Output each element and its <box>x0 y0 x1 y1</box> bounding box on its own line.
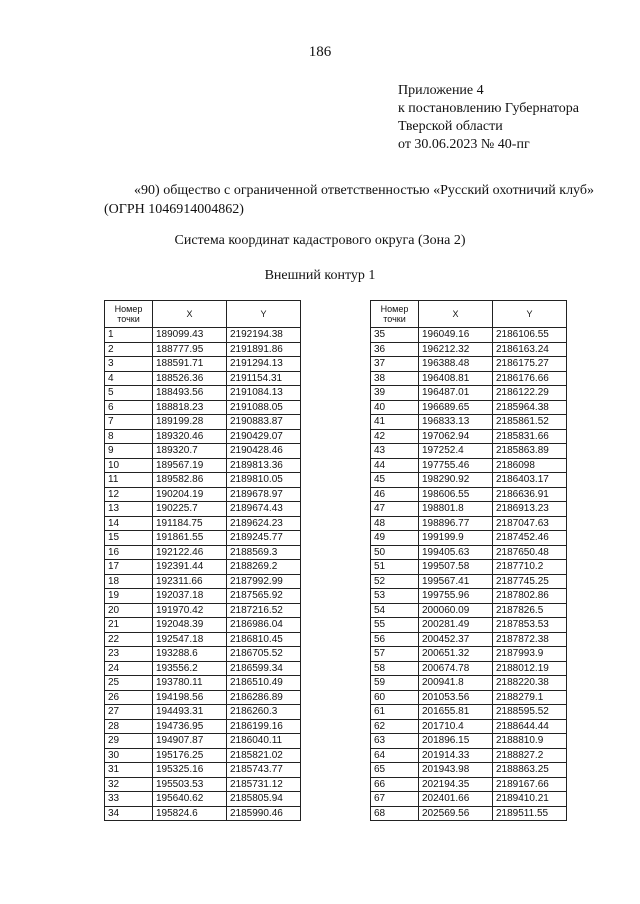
x-coordinate-cell: 197755.46 <box>419 458 493 473</box>
table-row <box>371 400 567 415</box>
table-row <box>371 502 567 517</box>
x-coordinate-cell: 195503.53 <box>153 777 227 792</box>
point-number-cell: 57 <box>371 647 419 662</box>
x-coordinate-cell: 188493.56 <box>153 386 227 401</box>
x-coordinate-cell: 188526.36 <box>153 371 227 386</box>
table-row <box>371 705 567 720</box>
x-coordinate-cell: 201053.56 <box>419 690 493 705</box>
table-row <box>105 560 301 575</box>
y-coordinate-cell: 2185805.94 <box>227 792 301 807</box>
y-coordinate-cell: 2187216.52 <box>227 603 301 618</box>
x-coordinate-cell: 200674.78 <box>419 661 493 676</box>
point-number-cell: 35 <box>371 328 419 343</box>
x-coordinate-cell: 198606.55 <box>419 487 493 502</box>
point-number-cell: 61 <box>371 705 419 720</box>
table-row <box>371 415 567 430</box>
point-number-cell: 54 <box>371 603 419 618</box>
y-coordinate-cell: 2187853.53 <box>493 618 567 633</box>
point-number-cell: 9 <box>105 444 153 459</box>
point-number-cell: 15 <box>105 531 153 546</box>
table-row <box>105 806 301 821</box>
table-row <box>105 777 301 792</box>
x-coordinate-cell: 199755.96 <box>419 589 493 604</box>
y-coordinate-cell: 2187650.48 <box>493 545 567 560</box>
point-number-cell: 26 <box>105 690 153 705</box>
x-coordinate-cell: 192048.39 <box>153 618 227 633</box>
point-number-cell: 51 <box>371 560 419 575</box>
point-number-cell: 4 <box>105 371 153 386</box>
table-row <box>371 589 567 604</box>
point-number-cell: 24 <box>105 661 153 676</box>
y-coordinate-cell: 2189410.21 <box>493 792 567 807</box>
point-number-cell: 14 <box>105 516 153 531</box>
table-row <box>371 734 567 749</box>
point-number-cell: 67 <box>371 792 419 807</box>
x-coordinate-cell: 199405.63 <box>419 545 493 560</box>
point-number-cell: 23 <box>105 647 153 662</box>
y-coordinate-cell: 2192194.38 <box>227 328 301 343</box>
point-number-cell: 25 <box>105 676 153 691</box>
table-row <box>105 792 301 807</box>
point-number-cell: 8 <box>105 429 153 444</box>
point-number-cell: 2 <box>105 342 153 357</box>
x-coordinate-cell: 194493.31 <box>153 705 227 720</box>
point-number-cell: 48 <box>371 516 419 531</box>
table-row <box>105 429 301 444</box>
point-number-cell: 12 <box>105 487 153 502</box>
y-coordinate-cell: 2186175.27 <box>493 357 567 372</box>
x-coordinate-cell: 200941.8 <box>419 676 493 691</box>
table-row <box>371 328 567 343</box>
y-coordinate-cell: 2188863.25 <box>493 763 567 778</box>
table-row <box>371 603 567 618</box>
point-number-cell: 17 <box>105 560 153 575</box>
point-number-cell: 34 <box>105 806 153 821</box>
y-coordinate-cell: 2187992.99 <box>227 574 301 589</box>
y-coordinate-cell: 2186986.04 <box>227 618 301 633</box>
x-coordinate-cell: 201896.15 <box>419 734 493 749</box>
y-coordinate-cell: 2189167.66 <box>493 777 567 792</box>
x-coordinate-cell: 200651.32 <box>419 647 493 662</box>
y-coordinate-cell: 2188569.3 <box>227 545 301 560</box>
table-header-row <box>105 301 301 328</box>
point-number-cell: 22 <box>105 632 153 647</box>
header-y: Y <box>227 301 301 328</box>
x-coordinate-cell: 198896.77 <box>419 516 493 531</box>
table-row <box>371 661 567 676</box>
y-coordinate-cell: 2186122.29 <box>493 386 567 401</box>
y-coordinate-cell: 2187047.63 <box>493 516 567 531</box>
table-row <box>371 371 567 386</box>
table-row <box>371 777 567 792</box>
y-coordinate-cell: 2188810.9 <box>493 734 567 749</box>
y-coordinate-cell: 2187565.92 <box>227 589 301 604</box>
table-row <box>105 574 301 589</box>
point-number-cell: 42 <box>371 429 419 444</box>
point-number-cell: 6 <box>105 400 153 415</box>
table-row <box>371 531 567 546</box>
point-number-cell: 64 <box>371 748 419 763</box>
x-coordinate-cell: 202194.35 <box>419 777 493 792</box>
point-number-cell: 56 <box>371 632 419 647</box>
y-coordinate-cell: 2185731.12 <box>227 777 301 792</box>
table-row <box>371 690 567 705</box>
point-number-cell: 60 <box>371 690 419 705</box>
appendix-header <box>398 82 579 154</box>
x-coordinate-cell: 194907.87 <box>153 734 227 749</box>
y-coordinate-cell: 2188269.2 <box>227 560 301 575</box>
appendix-line: к постановлению Губернатора <box>398 101 579 116</box>
y-coordinate-cell: 2191088.05 <box>227 400 301 415</box>
y-coordinate-cell: 2186810.45 <box>227 632 301 647</box>
table-body-left <box>105 328 301 821</box>
y-coordinate-cell: 2190429.07 <box>227 429 301 444</box>
y-coordinate-cell: 2188595.52 <box>493 705 567 720</box>
point-number-cell: 11 <box>105 473 153 488</box>
point-number-cell: 62 <box>371 719 419 734</box>
y-coordinate-cell: 2189245.77 <box>227 531 301 546</box>
x-coordinate-cell: 193556.2 <box>153 661 227 676</box>
point-number-cell: 65 <box>371 763 419 778</box>
y-coordinate-cell: 2186636.91 <box>493 487 567 502</box>
table-row <box>371 473 567 488</box>
x-coordinate-cell: 189320.46 <box>153 429 227 444</box>
point-number-cell: 45 <box>371 473 419 488</box>
header-point-line2: точки <box>383 314 406 324</box>
x-coordinate-cell: 188818.23 <box>153 400 227 415</box>
x-coordinate-cell: 188777.95 <box>153 342 227 357</box>
y-coordinate-cell: 2186163.24 <box>493 342 567 357</box>
x-coordinate-cell: 192122.46 <box>153 545 227 560</box>
table-row <box>105 603 301 618</box>
y-coordinate-cell: 2188220.38 <box>493 676 567 691</box>
y-coordinate-cell: 2187452.46 <box>493 531 567 546</box>
y-coordinate-cell: 2188012.19 <box>493 661 567 676</box>
y-coordinate-cell: 2186176.66 <box>493 371 567 386</box>
point-number-cell: 39 <box>371 386 419 401</box>
point-number-cell: 49 <box>371 531 419 546</box>
table-row <box>371 444 567 459</box>
point-number-cell: 33 <box>105 792 153 807</box>
x-coordinate-cell: 192037.18 <box>153 589 227 604</box>
point-number-cell: 47 <box>371 502 419 517</box>
table-row <box>371 763 567 778</box>
table-row <box>371 792 567 807</box>
point-number-cell: 32 <box>105 777 153 792</box>
table-row <box>105 444 301 459</box>
y-coordinate-cell: 2189511.55 <box>493 806 567 821</box>
x-coordinate-cell: 191184.75 <box>153 516 227 531</box>
header-point-number <box>105 301 153 328</box>
header-y: Y <box>493 301 567 328</box>
table-row <box>105 705 301 720</box>
y-coordinate-cell: 2185964.38 <box>493 400 567 415</box>
table-row <box>371 516 567 531</box>
x-coordinate-cell: 201655.81 <box>419 705 493 720</box>
point-number-cell: 44 <box>371 458 419 473</box>
x-coordinate-cell: 196408.81 <box>419 371 493 386</box>
header-x: X <box>153 301 227 328</box>
x-coordinate-cell: 196212.32 <box>419 342 493 357</box>
y-coordinate-cell: 2186199.16 <box>227 719 301 734</box>
table-row <box>371 386 567 401</box>
table-row <box>371 560 567 575</box>
table-header-row <box>371 301 567 328</box>
header-point-number <box>371 301 419 328</box>
y-coordinate-cell: 2186705.52 <box>227 647 301 662</box>
table-row <box>105 661 301 676</box>
point-number-cell: 5 <box>105 386 153 401</box>
x-coordinate-cell: 189199.28 <box>153 415 227 430</box>
point-number-cell: 55 <box>371 618 419 633</box>
point-number-cell: 68 <box>371 806 419 821</box>
table-row <box>105 719 301 734</box>
coordinates-table-right <box>370 300 567 821</box>
y-coordinate-cell: 2188279.1 <box>493 690 567 705</box>
point-number-cell: 28 <box>105 719 153 734</box>
y-coordinate-cell: 2187710.2 <box>493 560 567 575</box>
point-number-cell: 36 <box>371 342 419 357</box>
x-coordinate-cell: 199507.58 <box>419 560 493 575</box>
table-row <box>371 342 567 357</box>
y-coordinate-cell: 2186403.17 <box>493 473 567 488</box>
point-number-cell: 7 <box>105 415 153 430</box>
point-number-cell: 43 <box>371 444 419 459</box>
x-coordinate-cell: 197062.94 <box>419 429 493 444</box>
table-row <box>371 574 567 589</box>
table-row <box>105 415 301 430</box>
table-row <box>371 487 567 502</box>
point-number-cell: 13 <box>105 502 153 517</box>
y-coordinate-cell: 2187872.38 <box>493 632 567 647</box>
x-coordinate-cell: 188591.71 <box>153 357 227 372</box>
y-coordinate-cell: 2185861.52 <box>493 415 567 430</box>
header-point-line1: Номер <box>114 304 143 314</box>
point-number-cell: 59 <box>371 676 419 691</box>
appendix-line: Тверской области <box>398 119 503 134</box>
point-number-cell: 19 <box>105 589 153 604</box>
x-coordinate-cell: 193780.11 <box>153 676 227 691</box>
appendix-line: от 30.06.2023 № 40-пг <box>398 137 530 152</box>
y-coordinate-cell: 2186040.11 <box>227 734 301 749</box>
x-coordinate-cell: 196049.16 <box>419 328 493 343</box>
x-coordinate-cell: 194198.56 <box>153 690 227 705</box>
y-coordinate-cell: 2191084.13 <box>227 386 301 401</box>
point-number-cell: 66 <box>371 777 419 792</box>
y-coordinate-cell: 2189674.43 <box>227 502 301 517</box>
y-coordinate-cell: 2186098 <box>493 458 567 473</box>
table-row <box>105 545 301 560</box>
x-coordinate-cell: 194736.95 <box>153 719 227 734</box>
point-number-cell: 40 <box>371 400 419 415</box>
x-coordinate-cell: 189099.43 <box>153 328 227 343</box>
x-coordinate-cell: 191970.42 <box>153 603 227 618</box>
y-coordinate-cell: 2188827.2 <box>493 748 567 763</box>
point-number-cell: 10 <box>105 458 153 473</box>
y-coordinate-cell: 2186510.49 <box>227 676 301 691</box>
point-number-cell: 31 <box>105 763 153 778</box>
point-number-cell: 50 <box>371 545 419 560</box>
table-row <box>371 632 567 647</box>
y-coordinate-cell: 2185831.66 <box>493 429 567 444</box>
x-coordinate-cell: 201943.98 <box>419 763 493 778</box>
page-number: 186 <box>308 44 332 60</box>
header-point-line1: Номер <box>380 304 409 314</box>
x-coordinate-cell: 195640.62 <box>153 792 227 807</box>
header-x: X <box>419 301 493 328</box>
x-coordinate-cell: 198801.8 <box>419 502 493 517</box>
y-coordinate-cell: 2186913.23 <box>493 502 567 517</box>
x-coordinate-cell: 201710.4 <box>419 719 493 734</box>
x-coordinate-cell: 192391.44 <box>153 560 227 575</box>
y-coordinate-cell: 2190428.46 <box>227 444 301 459</box>
y-coordinate-cell: 2189813.36 <box>227 458 301 473</box>
appendix-line: Приложение 4 <box>398 83 484 98</box>
y-coordinate-cell: 2187802.86 <box>493 589 567 604</box>
table-row <box>105 357 301 372</box>
x-coordinate-cell: 196388.48 <box>419 357 493 372</box>
coordinates-table-left <box>104 300 301 821</box>
point-number-cell: 46 <box>371 487 419 502</box>
x-coordinate-cell: 201914.33 <box>419 748 493 763</box>
table-row <box>105 400 301 415</box>
header-point-line2: точки <box>117 314 140 324</box>
contour-title: Внешний контур 1 <box>264 268 376 283</box>
table-row <box>371 618 567 633</box>
point-number-cell: 53 <box>371 589 419 604</box>
point-number-cell: 27 <box>105 705 153 720</box>
point-number-cell: 3 <box>105 357 153 372</box>
table-row <box>371 748 567 763</box>
x-coordinate-cell: 200060.09 <box>419 603 493 618</box>
table-row <box>371 647 567 662</box>
x-coordinate-cell: 189582.86 <box>153 473 227 488</box>
x-coordinate-cell: 192547.18 <box>153 632 227 647</box>
point-number-cell: 1 <box>105 328 153 343</box>
x-coordinate-cell: 195824.6 <box>153 806 227 821</box>
table-row <box>105 632 301 647</box>
y-coordinate-cell: 2187993.9 <box>493 647 567 662</box>
x-coordinate-cell: 200281.49 <box>419 618 493 633</box>
y-coordinate-cell: 2190883.87 <box>227 415 301 430</box>
table-row <box>105 516 301 531</box>
x-coordinate-cell: 200452.37 <box>419 632 493 647</box>
x-coordinate-cell: 192311.66 <box>153 574 227 589</box>
table-row <box>105 589 301 604</box>
y-coordinate-cell: 2185990.46 <box>227 806 301 821</box>
table-row <box>371 429 567 444</box>
y-coordinate-cell: 2186106.55 <box>493 328 567 343</box>
table-row <box>105 531 301 546</box>
y-coordinate-cell: 2187745.25 <box>493 574 567 589</box>
organization-paragraph: «90) общество с ограниченной ответственностью «Русский охотничий клуб» (ОГРН 1046914004862) <box>104 183 594 217</box>
point-number-cell: 21 <box>105 618 153 633</box>
point-number-cell: 30 <box>105 748 153 763</box>
table-row <box>105 690 301 705</box>
table-row <box>105 386 301 401</box>
point-number-cell: 20 <box>105 603 153 618</box>
point-number-cell: 41 <box>371 415 419 430</box>
x-coordinate-cell: 189567.19 <box>153 458 227 473</box>
point-number-cell: 37 <box>371 357 419 372</box>
table-row <box>105 342 301 357</box>
x-coordinate-cell: 197252.4 <box>419 444 493 459</box>
x-coordinate-cell: 195176.25 <box>153 748 227 763</box>
y-coordinate-cell: 2191154.31 <box>227 371 301 386</box>
point-number-cell: 29 <box>105 734 153 749</box>
y-coordinate-cell: 2185743.77 <box>227 763 301 778</box>
y-coordinate-cell: 2185863.89 <box>493 444 567 459</box>
y-coordinate-cell: 2189624.23 <box>227 516 301 531</box>
table-row <box>105 618 301 633</box>
table-body-right <box>371 328 567 821</box>
y-coordinate-cell: 2186286.89 <box>227 690 301 705</box>
y-coordinate-cell: 2186599.34 <box>227 661 301 676</box>
x-coordinate-cell: 190204.19 <box>153 487 227 502</box>
x-coordinate-cell: 195325.16 <box>153 763 227 778</box>
x-coordinate-cell: 193288.6 <box>153 647 227 662</box>
table-row <box>371 458 567 473</box>
x-coordinate-cell: 191861.55 <box>153 531 227 546</box>
x-coordinate-cell: 190225.7 <box>153 502 227 517</box>
table-row <box>105 748 301 763</box>
table-row <box>371 545 567 560</box>
point-number-cell: 63 <box>371 734 419 749</box>
y-coordinate-cell: 2191891.86 <box>227 342 301 357</box>
x-coordinate-cell: 199199.9 <box>419 531 493 546</box>
table-row <box>105 458 301 473</box>
table-row <box>105 763 301 778</box>
table-row <box>371 806 567 821</box>
table-row <box>371 719 567 734</box>
y-coordinate-cell: 2185821.02 <box>227 748 301 763</box>
x-coordinate-cell: 198290.92 <box>419 473 493 488</box>
coordinate-system-title: Система координат кадастрового округа (Зона 2) <box>174 233 466 248</box>
y-coordinate-cell: 2189810.05 <box>227 473 301 488</box>
y-coordinate-cell: 2189678.97 <box>227 487 301 502</box>
y-coordinate-cell: 2191294.13 <box>227 357 301 372</box>
table-row <box>105 487 301 502</box>
y-coordinate-cell: 2188644.44 <box>493 719 567 734</box>
x-coordinate-cell: 189320.7 <box>153 444 227 459</box>
table-row <box>371 357 567 372</box>
table-row <box>371 676 567 691</box>
x-coordinate-cell: 202401.66 <box>419 792 493 807</box>
point-number-cell: 18 <box>105 574 153 589</box>
y-coordinate-cell: 2187826.5 <box>493 603 567 618</box>
point-number-cell: 52 <box>371 574 419 589</box>
table-row <box>105 473 301 488</box>
table-row <box>105 647 301 662</box>
point-number-cell: 16 <box>105 545 153 560</box>
table-row <box>105 328 301 343</box>
y-coordinate-cell: 2186260.3 <box>227 705 301 720</box>
point-number-cell: 58 <box>371 661 419 676</box>
x-coordinate-cell: 202569.56 <box>419 806 493 821</box>
x-coordinate-cell: 196487.01 <box>419 386 493 401</box>
table-row <box>105 502 301 517</box>
table-row <box>105 371 301 386</box>
table-row <box>105 734 301 749</box>
x-coordinate-cell: 196689.65 <box>419 400 493 415</box>
table-row <box>105 676 301 691</box>
x-coordinate-cell: 196833.13 <box>419 415 493 430</box>
point-number-cell: 38 <box>371 371 419 386</box>
x-coordinate-cell: 199567.41 <box>419 574 493 589</box>
